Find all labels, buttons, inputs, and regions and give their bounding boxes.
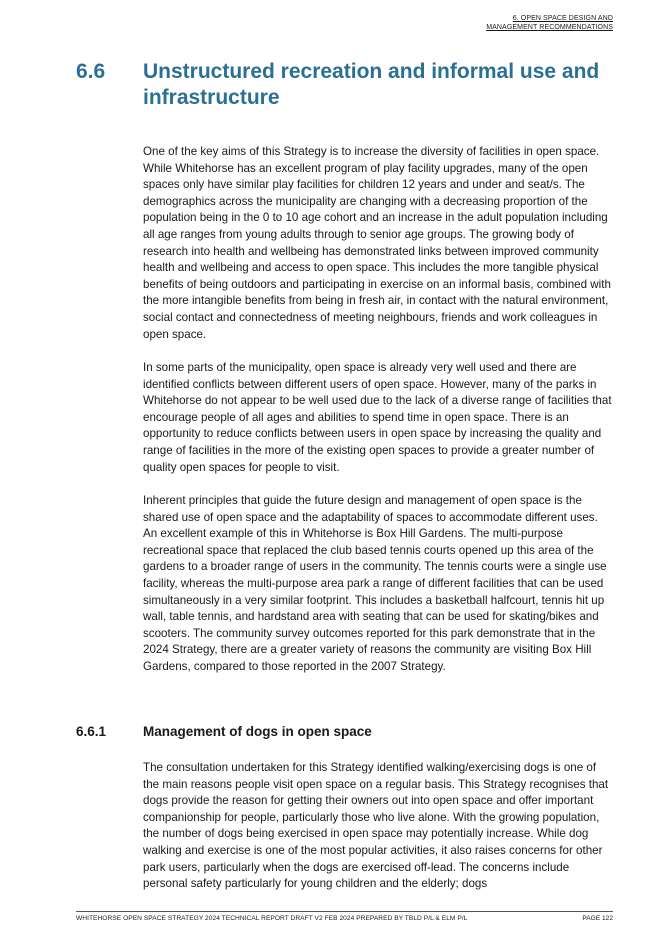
footer-document-info: WHITEHORSE OPEN SPACE STRATEGY 2024 TECHNICAL REPORT DRAFT V2 FEB 2024 PREPARED BY TBLD P/L & ELM P/L <box>76 915 468 922</box>
paragraph-text: The consultation undertaken for this Strategy identified walking/exercising dogs is one of the main reasons people visit open space on a regular basis. This Strategy recognises that dogs provide the reason for getting their owners out into open space and offer important companionship for people, particularly those who live alone. With the growing population, the number of dogs being exercised in open space may potentially increase. While dog walking and exercise is one of the most popular activities, it also raises concerns for other park users, particularly when the dogs are exercised off-lead. The concerns include personal safety particularly for young children and the elderly; dogs <box>143 761 609 891</box>
running-header-line-1: 6. OPEN SPACE DESIGN AND <box>512 15 613 22</box>
running-header <box>486 15 613 32</box>
footer-page-number: PAGE 122 <box>582 915 613 922</box>
subsection-paragraph <box>143 760 614 893</box>
body-paragraph <box>143 360 614 476</box>
paragraph-text: One of the key aims of this Strategy is to increase the diversity of facilities in open space. While Whitehorse has an excellent program of play facility upgrades, many of the open spaces only have similar play facilities for children 12 years and under and seat/s. The demographics across the municipality are changing with a decreasing proportion of the population being in the 0 to 10 age cohort and an increase in the adult population including all age ranges from young adults through to senior age groups. The growing body of research into health and wellbeing has demonstrated links between improved community health and wellbeing and access to open space. This includes the more tangible physical benefits of being outdoors and participating in exercise on an informal basis, combined with the more intangible benefits from being in fresh air, in contact with the natural environment, social contact and connectedness of meeting neighbours, friends and work colleagues in open space. <box>143 145 611 341</box>
subsection-number: 6.6.1 <box>76 724 107 739</box>
paragraph-text: In some parts of the municipality, open space is already very well used and there are identified conflicts between different users of open space. However, many of the parks in Whitehorse do not appear to be well used due to the lack of a diverse range of facilities that encourage people of all ages and abilities to spend time in open space. There is an opportunity to reduce conflicts between users in open space by increasing the quality and range of facilities in the more of the existing open spaces to provide a greater number of quality open spaces for people to visit. <box>143 361 612 474</box>
section-title: Unstructured recreation and informal use and infrastructure <box>143 60 600 109</box>
body-paragraph <box>143 144 614 343</box>
footer-divider <box>76 911 613 912</box>
body-paragraph <box>143 493 614 676</box>
running-header-line-2: MANAGEMENT RECOMMENDATIONS <box>486 23 613 31</box>
paragraph-text: Inherent principles that guide the future design and management of open space is the shared use of open space and the adaptability of spaces to accommodate different uses. An excellent example of this in Whitehorse is Box Hill Gardens. The multi-purpose recreational space that replaced the club based tennis courts opened up this area of the gardens to a broader range of users in the community. The tennis courts were a single use facility, whereas the multi-purpose area park a range of different facilities that can be used simultaneously in a very similar footprint. This includes a basketball halfcourt, tennis hit up wall, table tennis, and hardstand area with seating that can be used for skating/bikes and scooters. The community survey outcomes reported for this park demonstrate that in the 2024 Strategy, there are a greater variety of reasons the community are visiting Box Hill Gardens, compared to those reported in the 2007 Strategy. <box>143 494 607 673</box>
subsection-title: Management of dogs in open space <box>143 724 372 739</box>
section-number: 6.6 <box>76 60 106 83</box>
